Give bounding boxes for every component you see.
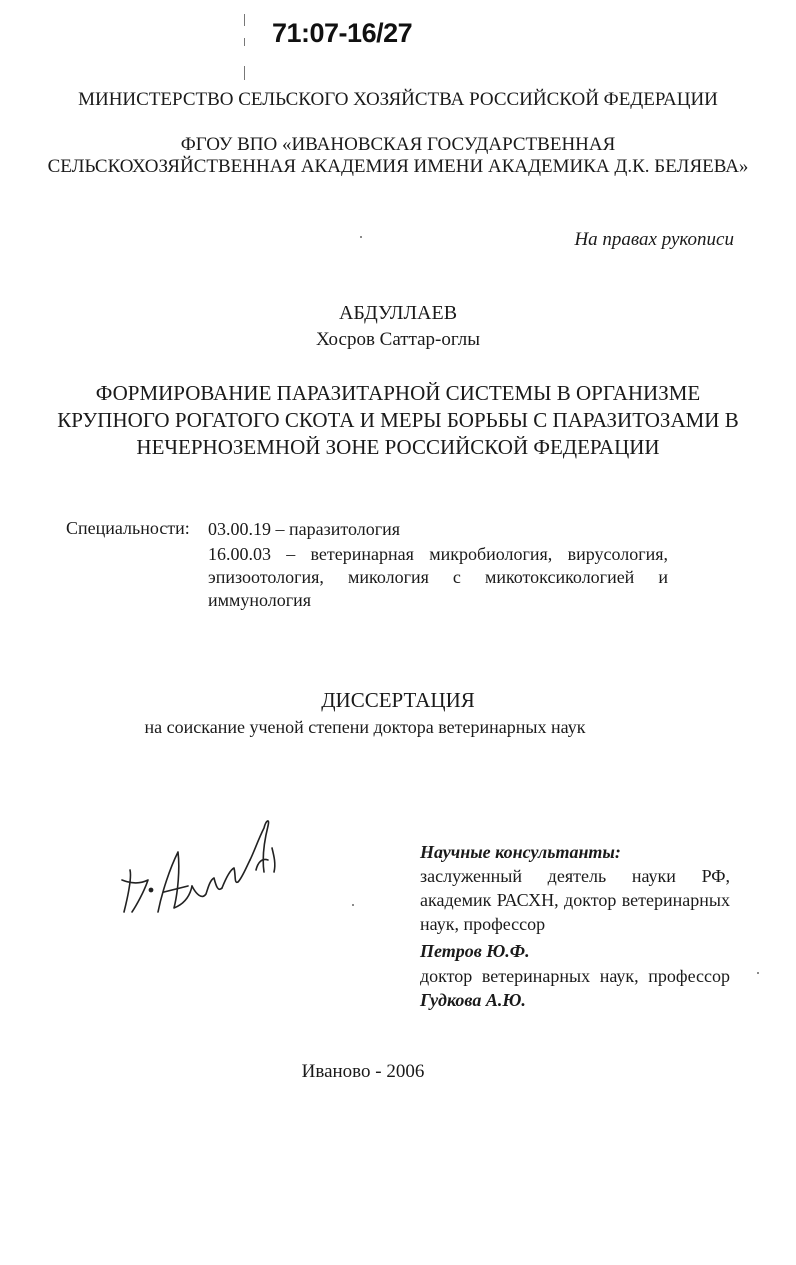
consultant-credentials: заслуженный деятель науки РФ, академик РАСХН, доктор ветеринарных наук, профессор (420, 866, 730, 934)
organization-line: СЕЛЬСКОХОЗЯЙСТВЕННАЯ АКАДЕМИЯ ИМЕНИ АКАДЕМИКА Д.К. БЕЛЯЕВА» (47, 156, 749, 177)
archive-code: 71:07-16/27 (272, 18, 413, 48)
city-year: Иваново - 2006 (301, 1061, 425, 1082)
author-given-names: Хосров Саттар-оглы (316, 329, 480, 350)
consultant-credentials-text: доктор ветеринарных наук, профессор (420, 966, 730, 986)
scan-speck (360, 236, 362, 238)
organization-name (0, 134, 796, 178)
specialty-item: 16.00.03 – ветеринарная микробиология, вирусология, эпизоотология, микология с микотоксикологией и иммунология (208, 544, 668, 610)
title-line: КРУПНОГО РОГАТОГО СКОТА И МЕРЫ БОРЬБЫ С ПАРАЗИТОЗАМИ В (57, 408, 739, 432)
organization-line: ФГОУ ВПО «ИВАНОВСКАЯ ГОСУДАРСТВЕННАЯ (180, 134, 616, 155)
consultant-name: Петров Ю.Ф. (420, 941, 530, 961)
specialties-label: Специальности: (66, 518, 190, 538)
scan-mark (244, 14, 245, 26)
scan-speck (757, 972, 759, 974)
title-line: НЕЧЕРНОЗЕМНОЙ ЗОНЕ РОССИЙСКОЙ ФЕДЕРАЦИИ (136, 435, 660, 459)
scan-speck (352, 904, 354, 906)
rights-note: На правах рукописи (574, 229, 734, 250)
ministry-name: МИНИСТЕРСТВО СЕЛЬСКОГО ХОЗЯЙСТВА РОССИЙСКОЙ ФЕДЕРАЦИИ (78, 89, 718, 110)
document-type-heading: ДИССЕРТАЦИЯ (321, 688, 475, 712)
dissertation-title (0, 380, 796, 461)
consultant-credentials (420, 964, 730, 1012)
consultants-heading: Научные консультанты: (420, 842, 621, 862)
specialty-item: 03.00.19 – паразитология (208, 519, 401, 539)
author-surname: АБДУЛЛАЕВ (338, 302, 458, 324)
consultant-name: Гудкова А.Ю. (420, 990, 526, 1010)
degree-sought: на соискание ученой степени доктора ветеринарных наук (144, 717, 586, 737)
scan-mark (244, 66, 245, 80)
title-line: ФОРМИРОВАНИЕ ПАРАЗИТАРНОЙ СИСТЕМЫ В ОРГАНИЗМЕ (95, 381, 701, 405)
scan-mark (244, 38, 245, 46)
handwritten-signature (118, 808, 278, 918)
